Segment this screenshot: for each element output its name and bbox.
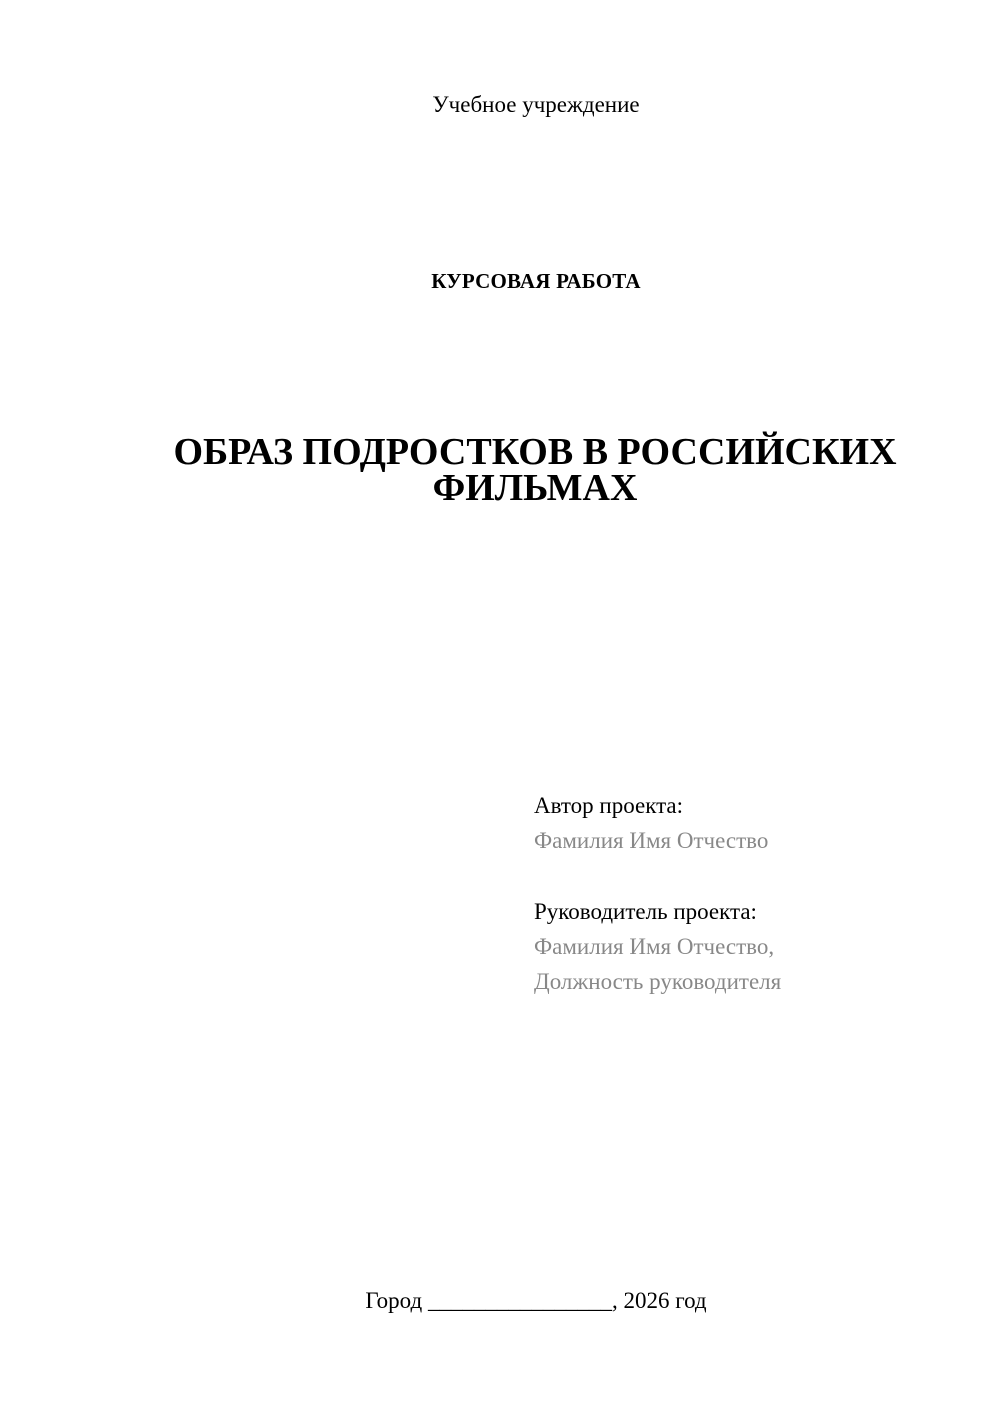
title-line-1: ОБРАЗ ПОДРОСТКОВ В РОССИЙСКИХ — [173, 431, 897, 473]
city-year-line: Город ________________, 2026 год — [365, 1288, 707, 1313]
author-label: Автор проекта: — [534, 793, 683, 818]
title-line-2: ФИЛЬМАХ — [432, 467, 638, 509]
supervisor-position: Должность руководителя — [534, 969, 782, 994]
credits-block — [534, 788, 974, 999]
document-type: КУРСОВАЯ РАБОТА — [431, 269, 641, 293]
supervisor-name: Фамилия Имя Отчество, — [534, 934, 775, 959]
author-name: Фамилия Имя Отчество — [534, 828, 769, 853]
supervisor-label: Руководитель проекта: — [534, 899, 757, 924]
spacer — [534, 858, 974, 894]
document-title — [120, 431, 950, 509]
institution-name: Учебное учреждение — [432, 92, 640, 117]
